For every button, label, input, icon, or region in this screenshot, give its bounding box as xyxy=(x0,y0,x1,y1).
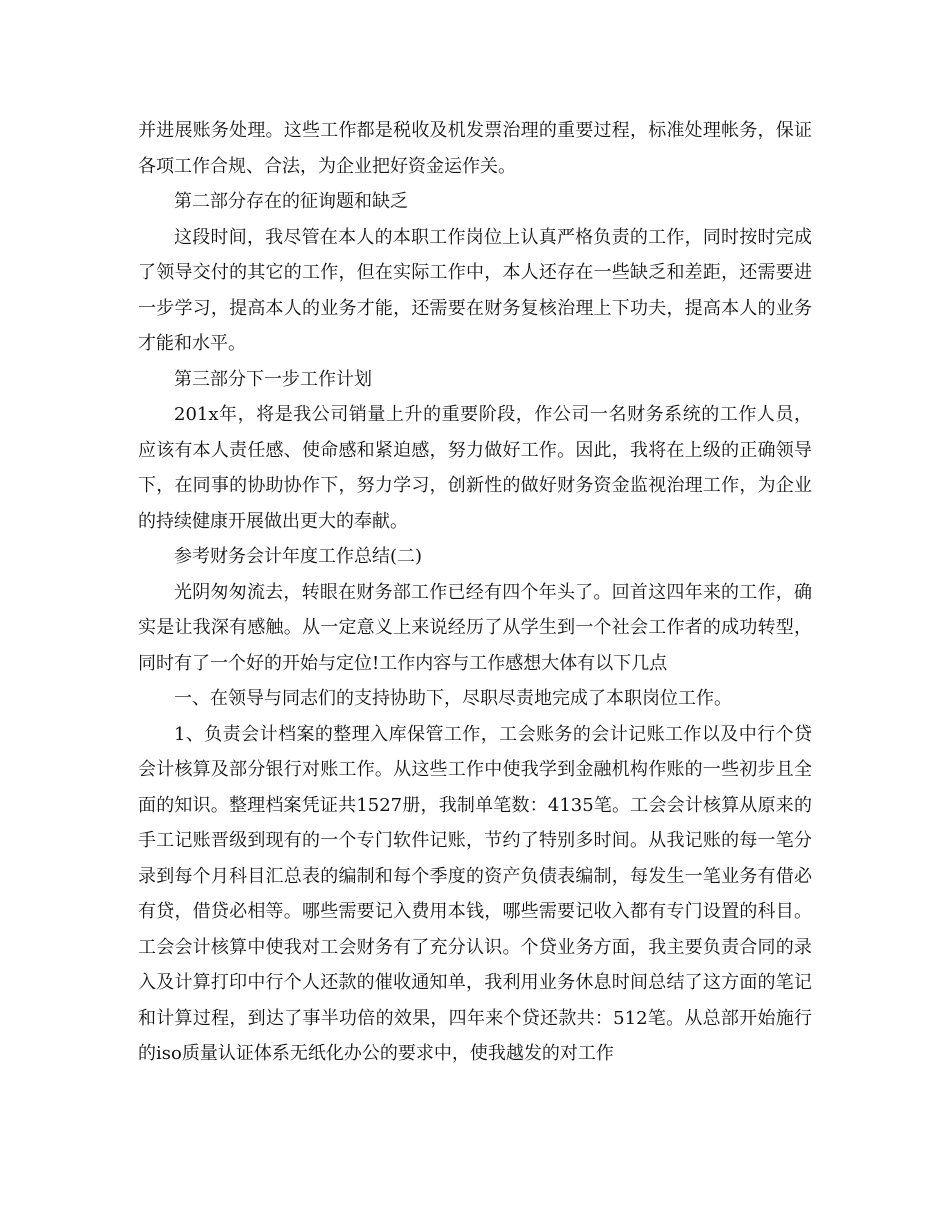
paragraph-point-one: 一、在领导与同志们的支持协助下，尽职尽责地完成了本职岗位工作。 xyxy=(174,688,732,709)
document-page xyxy=(138,113,812,1072)
paragraph-continuation: 并进展账务处理。这些工作都是税收及机发票治理的重要过程，标准处理帐务，保证各项工作合规、合法，为企业把好资金运作关。 xyxy=(138,120,812,177)
section-heading-part-three: 第三部分下一步工作计划 xyxy=(174,368,372,390)
paragraph-item-one: 1、负责会计档案的整理入库保管工作，工会账务的会计记账工作以及中行个贷会计核算及部分银行对账工作。从这些工作中使我学到金融机构作账的一些初步且全面的知识。整理档案凭证共1527册，我制单笔数：4135笔。工会会计核算从原来的手工记账晋级到现有的一个专门软件记账，节约了特别多时间。从我记账的每一笔分录到每个月科目汇总表的编制和每个季度的资产负债表编制，每发生一笔业务有借必有贷，借贷必相等。哪些需要记入费用本钱，哪些需要记收入都有专门设置的科目。工会会计核算中使我对工会财务有了充分认识。个贷业务方面，我主要负责合同的录入及计算打印中行个人还款的催收通知单，我利用业务休息时间总结了这方面的笔记和计算过程，到达了事半功倍的效果，四年来个贷还款共：512笔。从总部开始施行的iso质量认证体系无纸化办公的要求中，使我越发的对工作 xyxy=(138,723,812,1064)
paragraph-intro-four-years: 光阴匆匆流去，转眼在财务部工作已经有四个年头了。回首这四年来的工作，确实是让我深有感触。从一定意义上来说经历了从学生到一个社会工作者的成功转型，同时有了一个好的开始与定位!工作内容与工作感想大体有以下几点 xyxy=(138,581,812,674)
section-heading-summary-two: 参考财务会计年度工作总结(二) xyxy=(174,546,423,567)
paragraph-next-plan: 201x年，将是我公司销量上升的重要阶段，作公司一名财务系统的工作人员，应该有本人责任感、使命感和紧迫感，努力做好工作。因此，我将在上级的正确领导下，在同事的协助协作下，努力学习，创新性的做好财务资金监视治理工作，为企业的持续健康开展做出更大的奉献。 xyxy=(138,404,812,532)
section-heading-part-two: 第二部分存在的征询题和缺乏 xyxy=(174,191,408,212)
paragraph-shortcomings: 这段时间，我尽管在本人的本职工作岗位上认真严格负责的工作，同时按时完成了领导交付的其它的工作，但在实际工作中，本人还存在一些缺乏和差距，还需要进一步学习，提高本人的业务才能，还需要在财务复核治理上下功夫，提高本人的业务才能和水平。 xyxy=(138,226,812,354)
